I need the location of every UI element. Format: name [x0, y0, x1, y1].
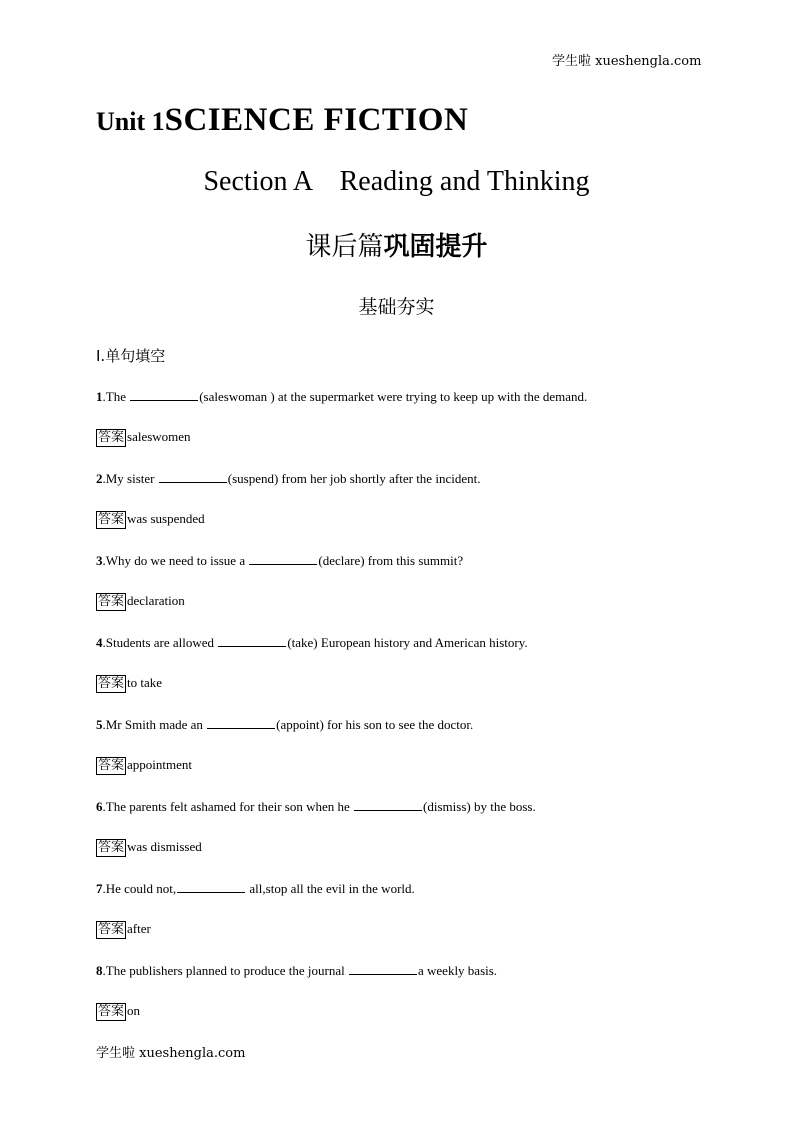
answer-text: on — [127, 1003, 141, 1018]
unit-prefix: Unit 1 — [96, 107, 165, 136]
question-number: 7 — [96, 881, 103, 896]
question-item — [96, 880, 716, 962]
question-item — [96, 716, 716, 798]
answer-label: 答案 — [98, 594, 125, 609]
answer-line — [96, 1003, 140, 1021]
answer-blank — [159, 470, 227, 483]
question-number: 8 — [96, 963, 103, 978]
watermark-bottom: 学生啦 xueshengla.com — [96, 1046, 246, 1061]
answer-line — [96, 511, 205, 529]
answer-blank — [349, 962, 417, 975]
part-heading: Ⅰ.单句填空 — [96, 347, 166, 365]
answer-label: 答案 — [98, 676, 125, 691]
section-title: Section A Reading and Thinking — [203, 166, 590, 197]
question-text: 8.The publishers planned to produce the journal a weekly basis. — [96, 963, 498, 978]
answer-text: after — [127, 921, 151, 936]
answer-text: declaration — [127, 593, 185, 608]
answer-text: to take — [127, 675, 163, 690]
question-text: 1.The (saleswoman ) at the supermarket were trying to keep up with the demand. — [96, 389, 588, 404]
watermark-top: 学生啦 xueshengla.com — [552, 54, 702, 69]
exercise-subtitle — [0, 226, 793, 263]
question-text: 4.Students are allowed (take) European history and American history. — [96, 635, 528, 650]
unit-title — [96, 102, 468, 139]
answer-text: appointment — [127, 757, 193, 772]
answer-blank — [354, 798, 422, 811]
answer-label: 答案 — [98, 1004, 125, 1019]
level-label: 基础夯实 — [358, 296, 435, 318]
answer-label: 答案 — [98, 840, 125, 855]
answer-blank — [218, 634, 286, 647]
question-text: 3.Why do we need to issue a (declare) from this summit? — [96, 553, 464, 568]
answer-line — [96, 429, 191, 447]
answer-blank — [177, 880, 245, 893]
answer-label: 答案 — [98, 430, 125, 445]
answer-line — [96, 757, 192, 775]
question-text: 6.The parents felt ashamed for their son when he (dismiss) by the boss. — [96, 799, 536, 814]
answer-text: saleswomen — [127, 429, 191, 444]
question-text: 2.My sister (suspend) from her job shortly after the incident. — [96, 471, 481, 486]
answer-text: was suspended — [127, 511, 205, 526]
answer-blank — [130, 388, 198, 401]
question-number: 1 — [96, 389, 103, 404]
question-item — [96, 388, 716, 470]
answer-blank — [207, 716, 275, 729]
answer-line — [96, 921, 151, 939]
answer-line — [96, 675, 162, 693]
question-item — [96, 634, 716, 716]
subtitle-light: 课后篇 — [305, 232, 384, 262]
question-number: 3 — [96, 553, 103, 568]
question-number: 4 — [96, 635, 103, 650]
answer-blank — [249, 552, 317, 565]
question-number: 6 — [96, 799, 103, 814]
question-text: 7.He could not, all,stop all the evil in the world. — [96, 881, 415, 896]
subtitle-bold: 巩固提升 — [383, 232, 488, 262]
question-item — [96, 552, 716, 634]
question-list — [96, 388, 716, 1044]
answer-text: was dismissed — [127, 839, 202, 854]
answer-label: 答案 — [98, 922, 125, 937]
question-number: 2 — [96, 471, 103, 486]
unit-name: SCIENCE FICTION — [164, 102, 469, 138]
answer-label: 答案 — [98, 512, 125, 527]
question-item — [96, 962, 716, 1044]
question-number: 5 — [96, 717, 103, 732]
question-text: 5.Mr Smith made an (appoint) for his son to see the doctor. — [96, 717, 474, 732]
question-item — [96, 470, 716, 552]
question-item — [96, 798, 716, 880]
answer-label: 答案 — [98, 758, 125, 773]
answer-line — [96, 839, 202, 857]
answer-line — [96, 593, 185, 611]
